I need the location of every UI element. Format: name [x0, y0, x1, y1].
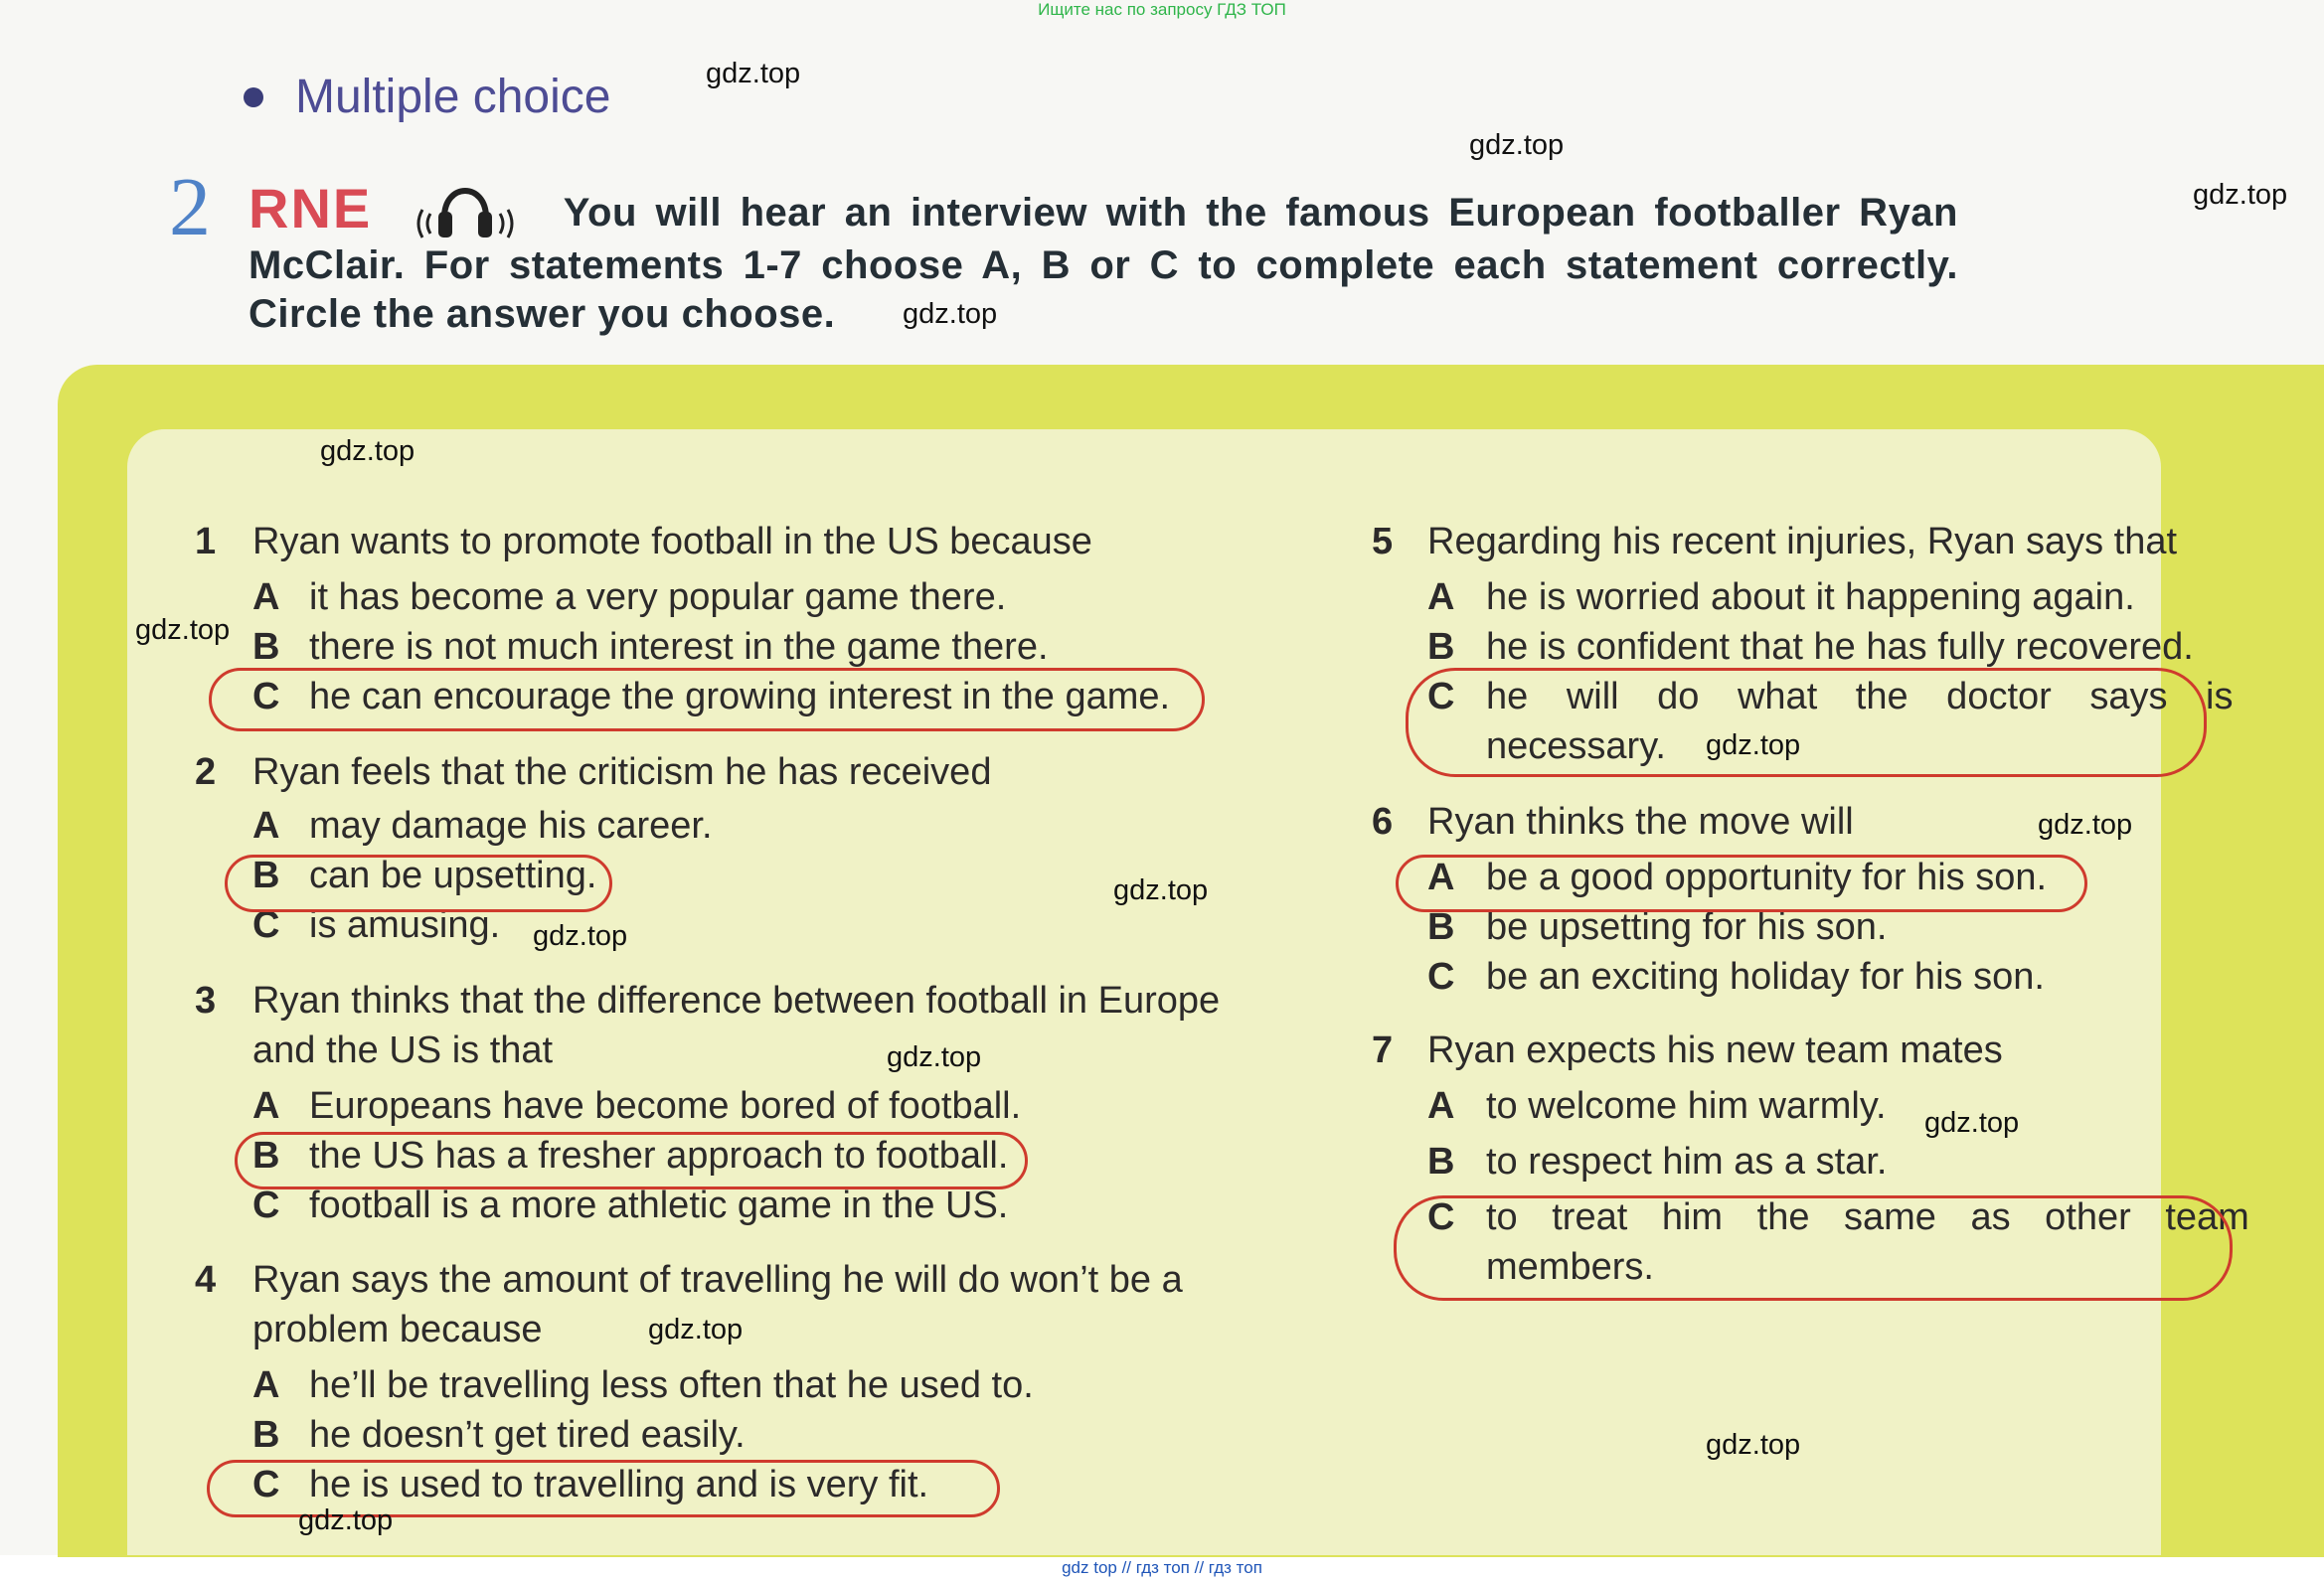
option-letter-a: A: [1427, 1085, 1455, 1127]
question-number: 7: [1372, 1029, 1394, 1071]
option-letter-a: A: [252, 576, 280, 618]
question-stem: and the US is that: [252, 1029, 554, 1071]
option-text-b: the US has a fresher approach to football.: [309, 1135, 1009, 1177]
question-stem: Ryan thinks that the difference between football in Europe: [252, 980, 1221, 1022]
option-letter-b: B: [1427, 626, 1455, 668]
answer-circle-5: [1406, 668, 2207, 777]
question-number: 3: [195, 980, 217, 1022]
answer-circle-6: [1396, 855, 2087, 912]
option-text-b: can be upsetting.: [309, 855, 597, 896]
rne-tag: RNE: [249, 177, 373, 239]
answer-circle-7: [1394, 1195, 2233, 1301]
watermark: gdz.top: [648, 1314, 744, 1345]
section-heading: [244, 70, 610, 124]
watermark: gdz.top: [2193, 179, 2288, 211]
option-letter-c: C: [252, 1185, 280, 1226]
question-stem: Ryan thinks the move will: [1427, 801, 1854, 843]
option-text-c-line-1: to treat him the same as other team: [1486, 1196, 2249, 1238]
option-text-a: be a good opportunity for his son.: [1486, 857, 2048, 898]
option-text-b: he is confident that he has fully recovered.: [1486, 626, 2194, 668]
watermark: gdz.top: [298, 1504, 394, 1536]
bullet-icon: [244, 87, 263, 107]
watermark: gdz.top: [533, 920, 628, 952]
question-stem: Ryan wants to promote football in the US because: [252, 521, 1092, 562]
question-number: 5: [1372, 521, 1394, 562]
answer-circle-2: [225, 855, 612, 912]
option-letter-a: A: [252, 805, 280, 847]
answer-circle-3: [235, 1132, 1028, 1189]
question-stem: Ryan says the amount of travelling he will do won’t be a: [252, 1259, 1183, 1301]
option-text-a: to welcome him warmly.: [1486, 1085, 1887, 1127]
instruction-text: You will hear an interview with the famous European footballer Ryan McClair. For statements 1-7 choose A, B or C to complete each statement correctly. Circle the answer you choose.: [249, 191, 1958, 336]
watermark: gdz.top: [1706, 729, 1801, 761]
option-letter-b: B: [252, 1414, 280, 1456]
watermark: gdz.top: [1706, 1429, 1801, 1461]
watermark: gdz.top: [320, 435, 415, 467]
option-text-a: it has become a very popular game there.: [309, 576, 1007, 618]
option-letter-b: B: [252, 855, 280, 896]
option-text-c: football is a more athletic game in the US.: [309, 1185, 1009, 1226]
option-letter-a: A: [252, 1085, 280, 1127]
question-stem: Ryan feels that the criticism he has received: [252, 751, 992, 793]
answer-circle-1: [209, 668, 1205, 731]
option-text-c-line-2: members.: [1486, 1246, 1654, 1288]
option-text-a: Europeans have become bored of football.: [309, 1085, 1022, 1127]
top-banner-note[interactable]: Ищите нас по запросу ГДЗ ТОП: [1038, 0, 1286, 19]
option-text-c: is amusing.: [309, 904, 501, 946]
watermark: gdz.top: [706, 58, 801, 89]
option-letter-a: A: [1427, 857, 1455, 898]
option-text-b: be upsetting for his son.: [1486, 906, 1888, 948]
watermark: gdz.top: [2038, 809, 2133, 841]
option-letter-c: C: [252, 676, 280, 717]
watermark: gdz.top: [887, 1041, 982, 1073]
question-stem: Regarding his recent injuries, Ryan says that: [1427, 521, 2178, 562]
section-title: Multiple choice: [295, 71, 611, 123]
option-text-c: he can encourage the growing interest in the game.: [309, 676, 1171, 717]
option-letter-b: B: [252, 626, 280, 668]
option-text-a: may damage his career.: [309, 805, 713, 847]
option-letter-a: A: [252, 1364, 280, 1406]
option-letter-a: A: [1427, 576, 1455, 618]
option-text-b: there is not much interest in the game there.: [309, 626, 1049, 668]
watermark: gdz.top: [1924, 1107, 2020, 1139]
question-stem: Ryan expects his new team mates: [1427, 1029, 2003, 1071]
exercise-instruction: [249, 174, 1958, 339]
question-number: 4: [195, 1259, 217, 1301]
option-text-c: he is used to travelling and is very fit.: [309, 1464, 929, 1505]
headphones-icon: [401, 174, 530, 241]
bottom-banner-note[interactable]: gdz top // гдз топ // гдз топ: [1062, 1558, 1262, 1577]
option-letter-c: C: [1427, 956, 1455, 998]
option-text-c-line-2: necessary.: [1486, 725, 1666, 767]
option-text-b: to respect him as a star.: [1486, 1141, 1888, 1183]
option-letter-c: C: [252, 904, 280, 946]
option-text-a: he’ll be travelling less often that he used to.: [309, 1364, 1034, 1406]
option-letter-c: C: [1427, 676, 1455, 717]
watermark: gdz.top: [903, 298, 998, 330]
watermark: gdz.top: [135, 614, 231, 646]
question-stem: problem because: [252, 1309, 543, 1350]
option-letter-b: B: [1427, 906, 1455, 948]
option-text-c: be an exciting holiday for his son.: [1486, 956, 2045, 998]
option-letter-b: B: [252, 1135, 280, 1177]
question-number: 1: [195, 521, 217, 562]
option-text-c-line-1: he will do what the doctor says is: [1486, 676, 2234, 717]
option-text-a: he is worried about it happening again.: [1486, 576, 2135, 618]
question-number: 6: [1372, 801, 1394, 843]
option-letter-b: B: [1427, 1141, 1455, 1183]
option-letter-c: C: [252, 1464, 280, 1505]
watermark: gdz.top: [1469, 129, 1565, 161]
option-letter-c: C: [1427, 1196, 1455, 1238]
watermark: gdz.top: [1113, 874, 1209, 906]
exercise-number: 2: [169, 161, 211, 253]
option-text-b: he doesn’t get tired easily.: [309, 1414, 746, 1456]
question-number: 2: [195, 751, 217, 793]
